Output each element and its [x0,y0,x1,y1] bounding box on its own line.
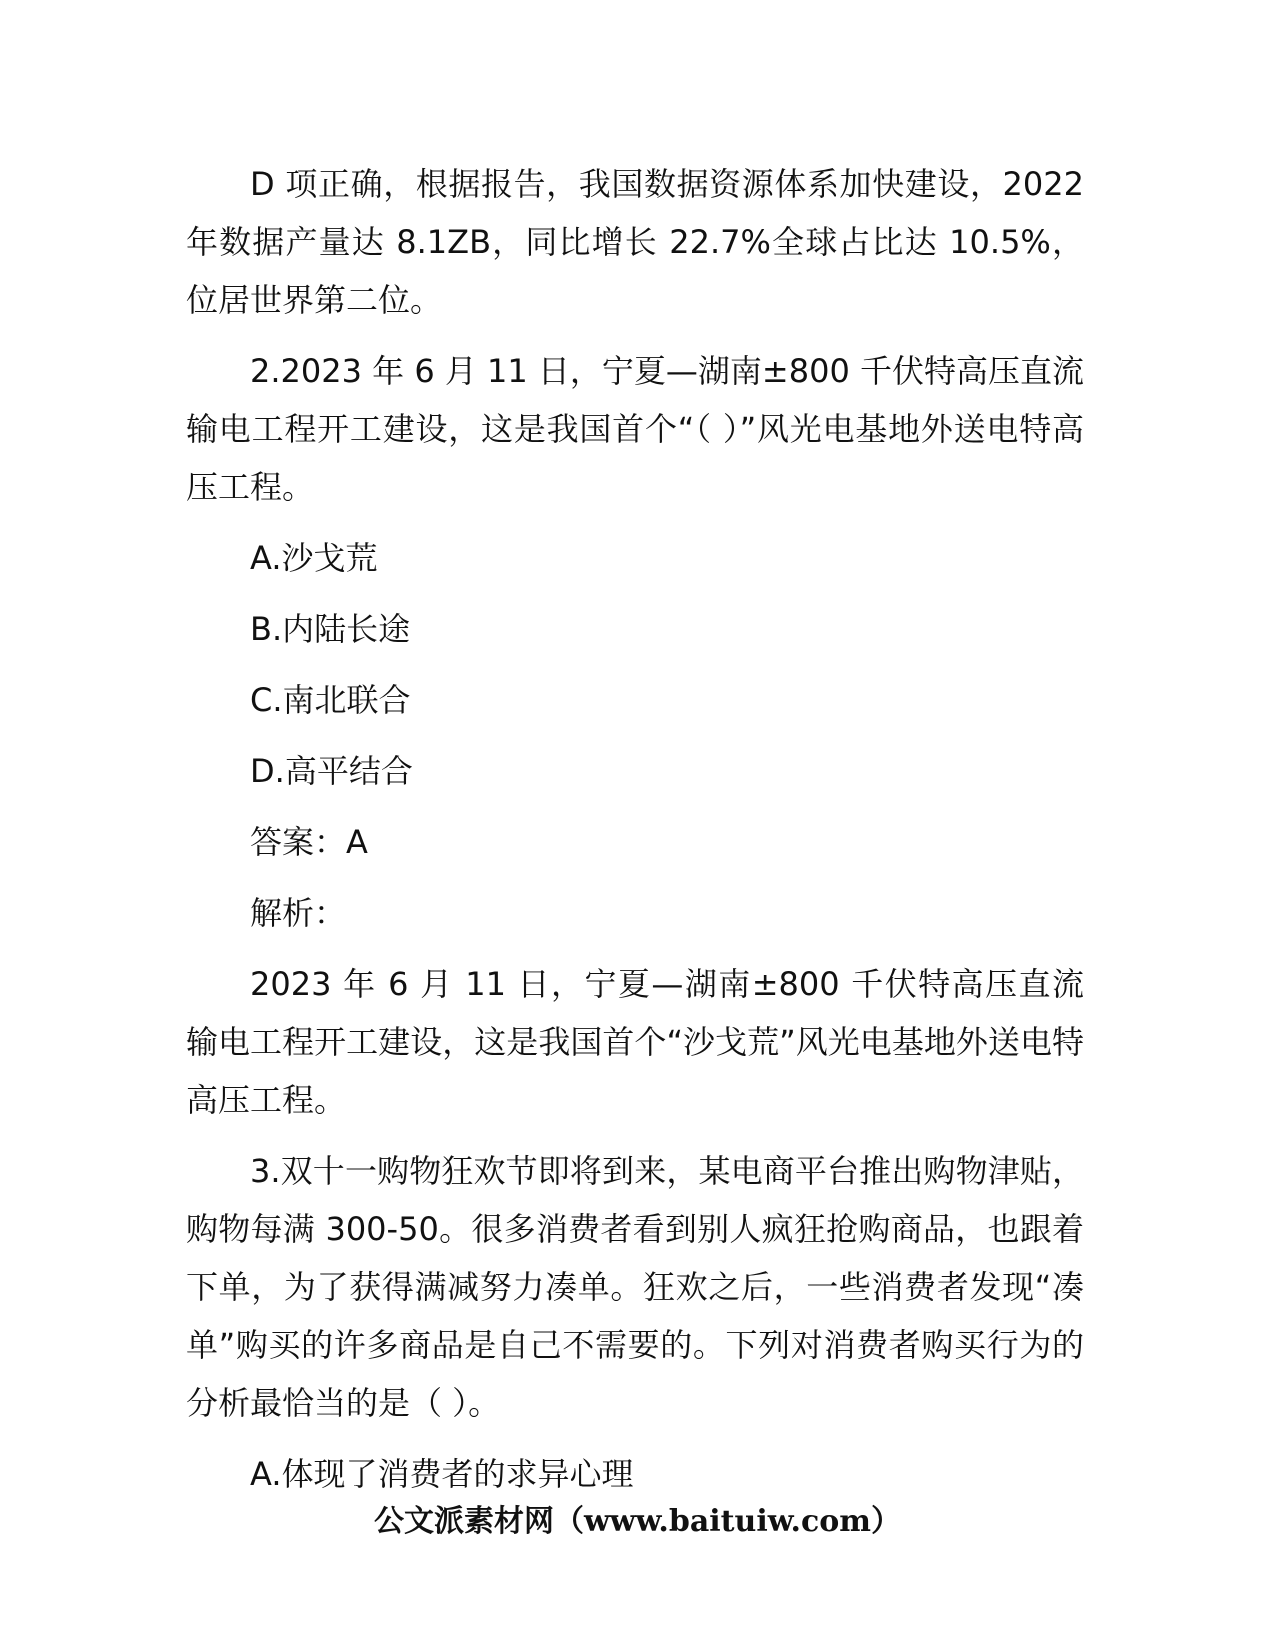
page-footer-watermark: 公文派素材网（www.baituiw.com） [373,1504,902,1539]
question-2-answer: 答案：A [250,823,368,861]
question-2-option-a: A.沙戈荒 [250,539,378,577]
question-2-option-b: B.内陆长途 [250,610,411,648]
question-2-option-c: C.南北联合 [250,681,411,719]
document-body [186,155,1084,1516]
question-2-analysis: 2023 年 6 月 11 日，宁夏—湖南±800 千伏特高压直流输电工程开工建设，这是我国首个“沙戈荒”风光电基地外送电特高压工程。 [186,965,1084,1119]
paragraph-d-explanation: D 项正确，根据报告，我国数据资源体系加快建设，2022 年数据产量达 8.1ZB，同比增长 22.7%全球占比达 10.5%，位居世界第二位。 [186,165,1084,319]
question-2-option-d: D.高平结合 [250,752,413,790]
question-2-stem: 2.2023 年 6 月 11 日，宁夏—湖南±800 千伏特高压直流输电工程开工建设，这是我国首个“（ ）”风光电基地外送电特高压工程。 [186,352,1084,506]
question-3-stem: 3.双十一购物狂欢节即将到来，某电商平台推出购物津贴，购物每满 300-50。很多消费者看到别人疯狂抢购商品，也跟着下单，为了获得满减努力凑单。狂欢之后，一些消费者发现“凑单”购买的许多商品是自己不需要的。下列对消费者购买行为的分析最恰当的是（ ）。 [186,1152,1084,1422]
question-3-option-a: A.体现了消费者的求异心理 [250,1455,634,1493]
question-2-analysis-label: 解析： [250,894,347,932]
